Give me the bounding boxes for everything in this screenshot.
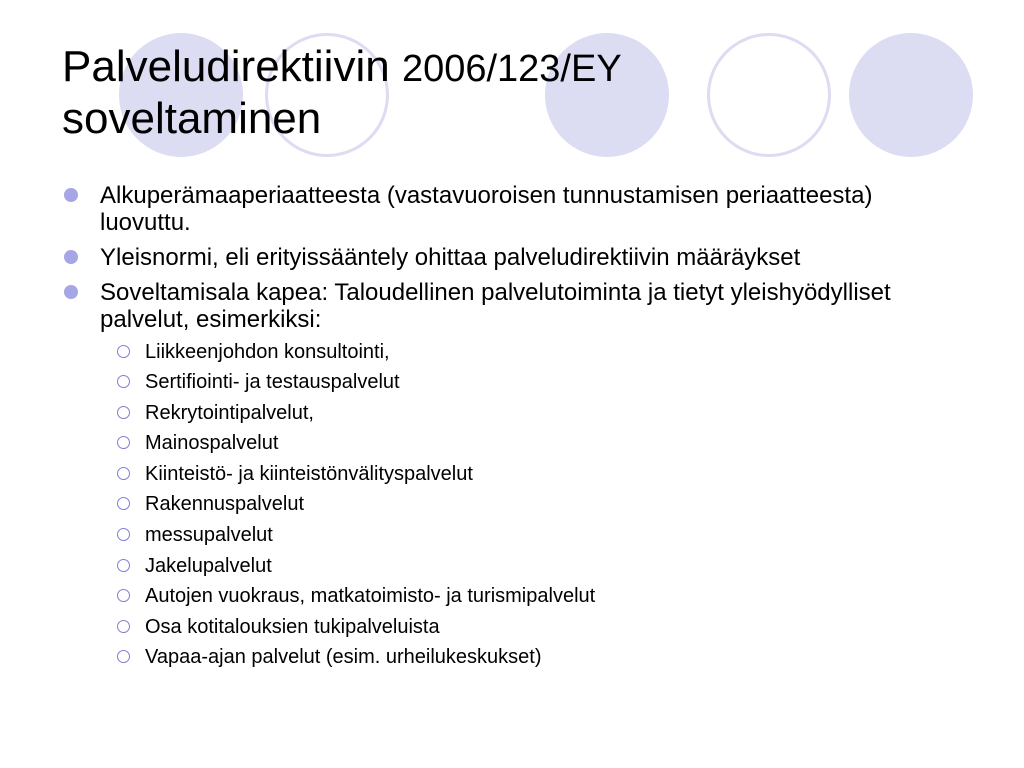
sub-bullet-item (145, 492, 965, 516)
sub-bullet-text: Sertifiointi- ja testauspalvelut (145, 371, 400, 393)
hollow-circle-bullet-icon (117, 559, 130, 572)
sub-bullet-item (145, 584, 965, 608)
title-main: Palveludirektiivin (62, 42, 390, 91)
hollow-circle-bullet-icon (117, 589, 130, 602)
slide-title (62, 42, 962, 144)
title-line-2: soveltaminen (62, 94, 322, 143)
sub-bullet-item (145, 340, 965, 364)
bullet-item (100, 279, 960, 333)
sub-bullet-text: Vapaa-ajan palvelut (esim. urheilukeskukset) (145, 646, 542, 668)
sub-bullet-item (145, 370, 965, 394)
sub-bullet-item (145, 615, 965, 639)
sub-bullet-item (145, 523, 965, 547)
hollow-circle-bullet-icon (117, 620, 130, 633)
hollow-circle-bullet-icon (117, 436, 130, 449)
sub-bullet-item (145, 462, 965, 486)
sub-bullet-item (145, 401, 965, 425)
sub-bullet-text: Rakennuspalvelut (145, 493, 304, 515)
hollow-circle-bullet-icon (117, 375, 130, 388)
hollow-circle-bullet-icon (117, 650, 130, 663)
sub-bullet-text: Rekrytointipalvelut, (145, 402, 314, 424)
hollow-circle-bullet-icon (117, 406, 130, 419)
sub-bullet-item (145, 431, 965, 455)
filled-circle-bullet-icon (64, 285, 78, 299)
sub-bullet-text: Osa kotitalouksien tukipalveluista (145, 616, 440, 638)
filled-circle-bullet-icon (64, 188, 78, 202)
hollow-circle-bullet-icon (117, 497, 130, 510)
sub-bullet-text: messupalvelut (145, 524, 273, 546)
bullet-text: Alkuperämaaperiaatteesta (vastavuoroisen tunnustamisen periaatteesta) luovuttu. (100, 182, 873, 236)
bullet-item (100, 182, 960, 236)
bullet-text: Soveltamisala kapea: Taloudellinen palvelutoiminta ja tietyt yleishyödylliset palvelut, esimerkiksi: (100, 279, 891, 333)
filled-circle-bullet-icon (64, 250, 78, 264)
sub-bullet-text: Kiinteistö- ja kiinteistönvälityspalvelut (145, 463, 473, 485)
sub-bullet-text: Mainospalvelut (145, 432, 279, 454)
bullet-item (100, 244, 960, 271)
sub-bullet-text: Liikkeenjohdon konsultointi, (145, 341, 390, 363)
hollow-circle-bullet-icon (117, 528, 130, 541)
bullet-text: Yleisnormi, eli erityissääntely ohittaa palveludirektiivin määräykset (100, 244, 801, 271)
sub-bullet-item (145, 645, 965, 669)
sub-bullet-text: Jakelupalvelut (145, 555, 272, 577)
hollow-circle-bullet-icon (117, 467, 130, 480)
sub-bullet-text: Autojen vuokraus, matkatoimisto- ja turismipalvelut (145, 585, 596, 607)
hollow-circle-bullet-icon (117, 345, 130, 358)
title-directive-number: 2006/123/EY (401, 48, 622, 90)
sub-bullet-item (145, 554, 965, 578)
